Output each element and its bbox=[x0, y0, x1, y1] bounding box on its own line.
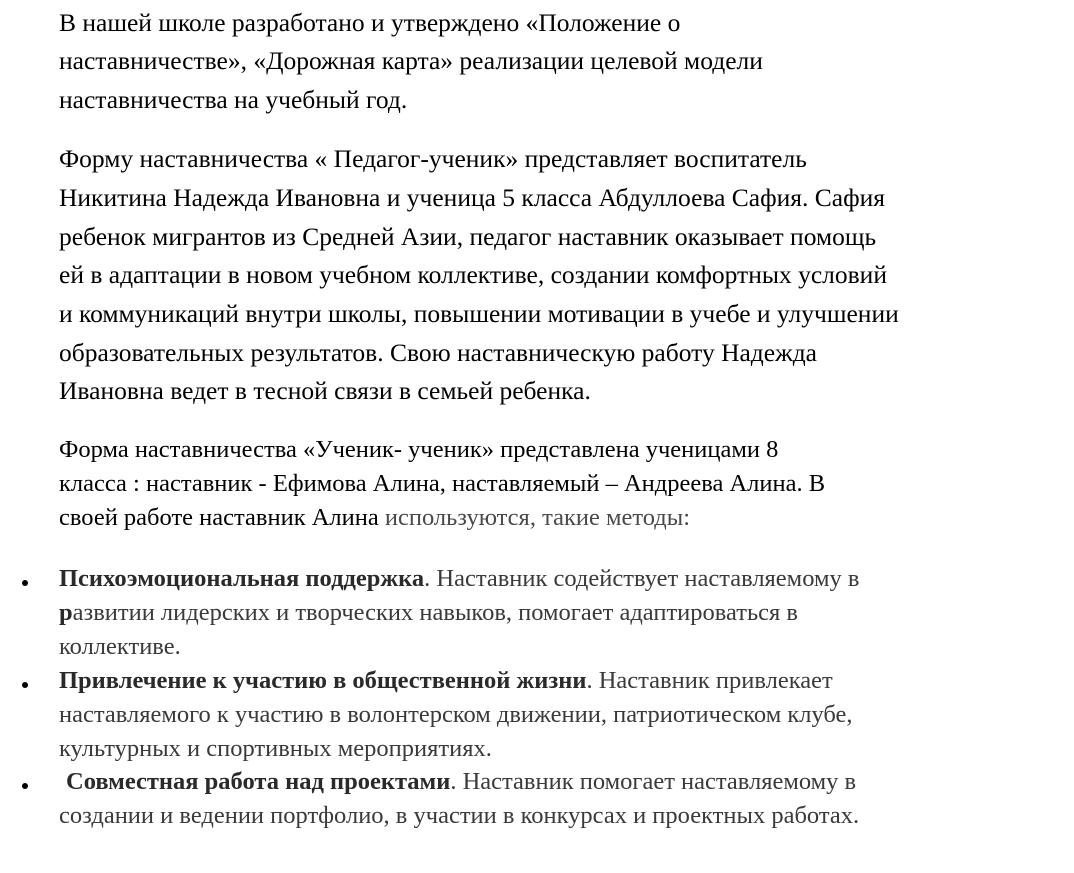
paragraph-2-line: Ивановна ведет в тесной связи в семьей ребенка. bbox=[59, 376, 591, 405]
bullet-icon bbox=[22, 682, 28, 688]
list-item-line: коллективе. bbox=[59, 633, 181, 660]
paragraph-3-text: своей работе наставник Алина bbox=[59, 504, 385, 531]
list-item-text: . Наставник помогает наставляемому в bbox=[450, 768, 857, 795]
list-item-title: Психоэмоциональная поддержка bbox=[59, 565, 425, 592]
paragraph-2-line: ребенок мигрантов из Средней Азии, педагог наставник оказывает помощь bbox=[59, 222, 877, 251]
list-item-text: . Наставник привлекает bbox=[586, 667, 833, 694]
paragraph-2-line: Форму наставничества « Педагог-ученик» представляет воспитатель bbox=[59, 144, 807, 173]
paragraph-3-line: Форма наставничества «Ученик- ученик» представлена ученицами 8 bbox=[59, 436, 779, 463]
bullet-icon bbox=[22, 580, 28, 586]
paragraph-3-line bbox=[59, 504, 690, 532]
list-item-title: Привлечение к участию в общественной жизни bbox=[59, 667, 587, 694]
paragraph-2-line: образовательных результатов. Свою наставническую работу Надежда bbox=[59, 338, 818, 367]
list-item-line bbox=[59, 565, 859, 593]
list-item-text: азвитии лидерских и творческих навыков, помогает адаптироваться в bbox=[72, 599, 798, 626]
paragraph-2-line: Никитина Надежда Ивановна и ученица 5 класса Абдуллоева Сафия. Сафия bbox=[59, 183, 885, 212]
list-item-bold-letter: р bbox=[59, 599, 73, 626]
paragraph-1-line: В нашей школе разработано и утверждено «Положение о bbox=[59, 8, 681, 37]
list-item-line bbox=[66, 768, 856, 796]
list-item-text: . Наставник содействует наставляемому в bbox=[424, 565, 860, 592]
list-item-line: наставляемого к участию в волонтерском движении, патриотическом клубе, bbox=[59, 701, 853, 728]
list-item-line bbox=[59, 667, 833, 695]
paragraph-3-text-gray: используются, такие методы: bbox=[384, 504, 691, 531]
paragraph-2-line: и коммуникаций внутри школы, повышении мотивации в учебе и улучшении bbox=[59, 299, 899, 328]
paragraph-3-line: класса : наставник - Ефимова Алина, наставляемый – Андреева Алина. В bbox=[59, 470, 826, 497]
paragraph-1-line: наставничестве», «Дорожная карта» реализации целевой модели bbox=[59, 46, 763, 75]
list-item-line: культурных и спортивных мероприятиях. bbox=[59, 735, 492, 762]
paragraph-2-line: ей в адаптации в новом учебном коллективе, создании комфортных условий bbox=[59, 260, 887, 289]
bullet-icon bbox=[22, 783, 28, 789]
paragraph-1-line: наставничества на учебный год. bbox=[59, 85, 408, 114]
list-item-line bbox=[59, 599, 798, 627]
list-item-line: создании и ведении портфолио, в участии в конкурсах и проектных работах. bbox=[59, 802, 860, 829]
list-item-title: Совместная работа над проектами bbox=[66, 768, 451, 795]
